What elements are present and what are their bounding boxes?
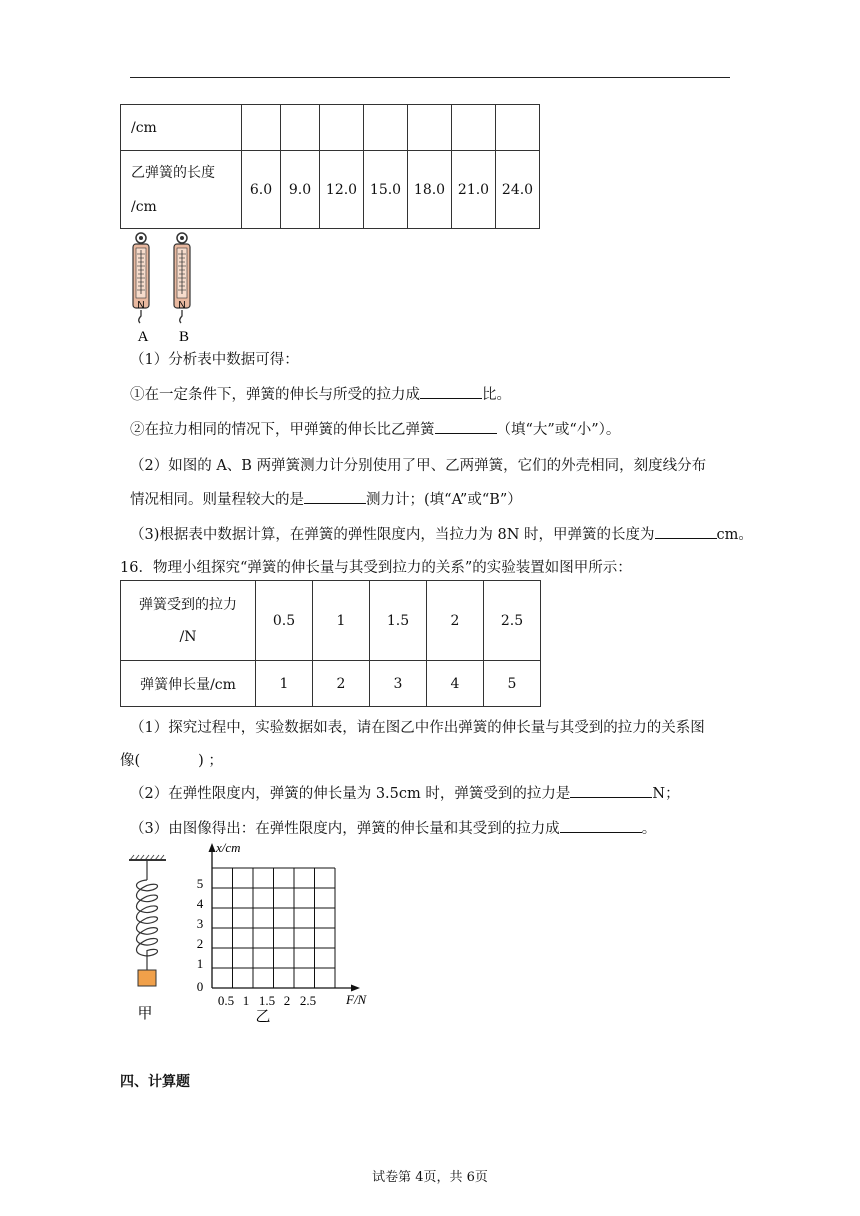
x-tick-label: 2 — [283, 993, 291, 1008]
table-cell: 24.0 — [496, 151, 540, 229]
x-tick-label: 0.5 — [217, 993, 235, 1008]
x-tick-label: 1 — [242, 993, 250, 1008]
table-cell: 3 — [370, 661, 427, 707]
force-extension-table — [120, 580, 541, 707]
page-footer: 试卷第 4页，共 6页 — [372, 1170, 488, 1185]
answer-blank[interactable] — [435, 419, 497, 434]
spring-and-graph-figure — [120, 838, 390, 1028]
table-cell: 0.5 — [256, 581, 313, 661]
empty-grid-chart — [197, 840, 368, 1025]
y-axis-label: x/cm — [216, 840, 241, 855]
y-tick-label: 4 — [196, 896, 204, 911]
table-row — [121, 661, 541, 707]
table-cell: 1.5 — [370, 581, 427, 661]
scale-a-label: A — [137, 329, 149, 345]
header-rule — [130, 77, 730, 78]
answer-blank[interactable] — [420, 384, 482, 399]
table-cell: 5 — [484, 661, 541, 707]
spring-scale-b — [174, 233, 190, 345]
y-tick-label: 2 — [196, 936, 204, 951]
q16-title: 16．物理小组探究“弹簧的伸长量与其受到拉力的关系”的实验装置如图甲所示： — [120, 560, 632, 576]
table-cell: 12.0 — [320, 151, 364, 229]
section-heading: 四、计算题 — [120, 1074, 190, 1090]
x-axis-label: F/N — [346, 992, 367, 1007]
x-tick-label: 2.5 — [299, 993, 317, 1008]
figure-yi-label: 乙 — [255, 1007, 271, 1025]
table-row — [121, 151, 540, 229]
table-cell: 1 — [256, 661, 313, 707]
row-label: 弹簧伸长量/cm — [121, 661, 256, 707]
table-cell: 18.0 — [408, 151, 452, 229]
table-cell: 9.0 — [281, 151, 320, 229]
spring-length-table — [120, 104, 540, 229]
q15-part1-item1: ①在一定条件下，弹簧的伸长与所受的拉力成 比。 — [130, 383, 511, 404]
y-tick-label: 1 — [196, 956, 204, 971]
x-tick-label: 1.5 — [258, 993, 276, 1008]
table-cell: 2.5 — [484, 581, 541, 661]
table-row — [121, 581, 541, 661]
q15-part2-cont: 情况相同。则量程较大的是 测力计；(填“A”或“B”） — [130, 488, 522, 509]
y-tick-label: 5 — [196, 876, 204, 891]
table-row — [121, 105, 540, 151]
table-cell: 2 — [427, 581, 484, 661]
q16-part2: （2）在弹性限度内，弹簧的伸长量为 3.5cm 时，弹簧受到的拉力是 N； — [130, 782, 680, 803]
q16-part3: （3）由图像得出：在弹性限度内，弹簧的伸长量和其受到的拉力成 。 — [130, 817, 656, 838]
q16-part1-cont: 像( ) ； — [120, 753, 223, 769]
q16-part1: （1）探究过程中，实验数据如表，请在图乙中作出弹簧的伸长量与其受到的拉力的关系图 — [130, 720, 705, 736]
table-cell: 21.0 — [452, 151, 496, 229]
answer-blank[interactable] — [655, 524, 717, 539]
spring-scale-a — [133, 233, 149, 345]
q15-part3: （3)根据表中数据计算，在弹簧的弹性限度内，当拉力为 8N 时，甲弹簧的长度为 cm。 — [130, 523, 753, 544]
row-label: 弹簧受到的拉力 /N — [121, 581, 256, 661]
hanging-spring — [129, 855, 166, 1022]
table-cell: 6.0 — [242, 151, 281, 229]
spring-scales-illustration — [125, 230, 215, 345]
table-cell: 2 — [313, 661, 370, 707]
row-label: /cm — [121, 105, 242, 151]
q15-part1-item2: ②在拉力相同的情况下，甲弹簧的伸长比乙弹簧 （填“大”或“小”）。 — [130, 418, 620, 439]
y-tick-label: 3 — [196, 916, 204, 931]
row-label: 乙弹簧的长度 /cm — [121, 151, 242, 229]
q15-part2: （2）如图的 A、B 两弹簧测力计分别使用了甲、乙两弹簧，它们的外壳相同，刻度线分布 — [130, 458, 707, 474]
table-cell: 15.0 — [364, 151, 408, 229]
figure-jia-label: 甲 — [137, 1004, 153, 1022]
scale-unit: N — [137, 300, 145, 311]
q15-part1: （1）分析表中数据可得： — [130, 352, 299, 368]
answer-blank[interactable] — [560, 818, 642, 833]
scale-unit: N — [178, 300, 186, 311]
table-cell: 1 — [313, 581, 370, 661]
answer-blank[interactable] — [570, 783, 652, 798]
answer-blank[interactable] — [304, 489, 366, 504]
table-cell: 4 — [427, 661, 484, 707]
y-tick-label: 0 — [196, 979, 204, 994]
scale-b-label: B — [178, 329, 190, 345]
